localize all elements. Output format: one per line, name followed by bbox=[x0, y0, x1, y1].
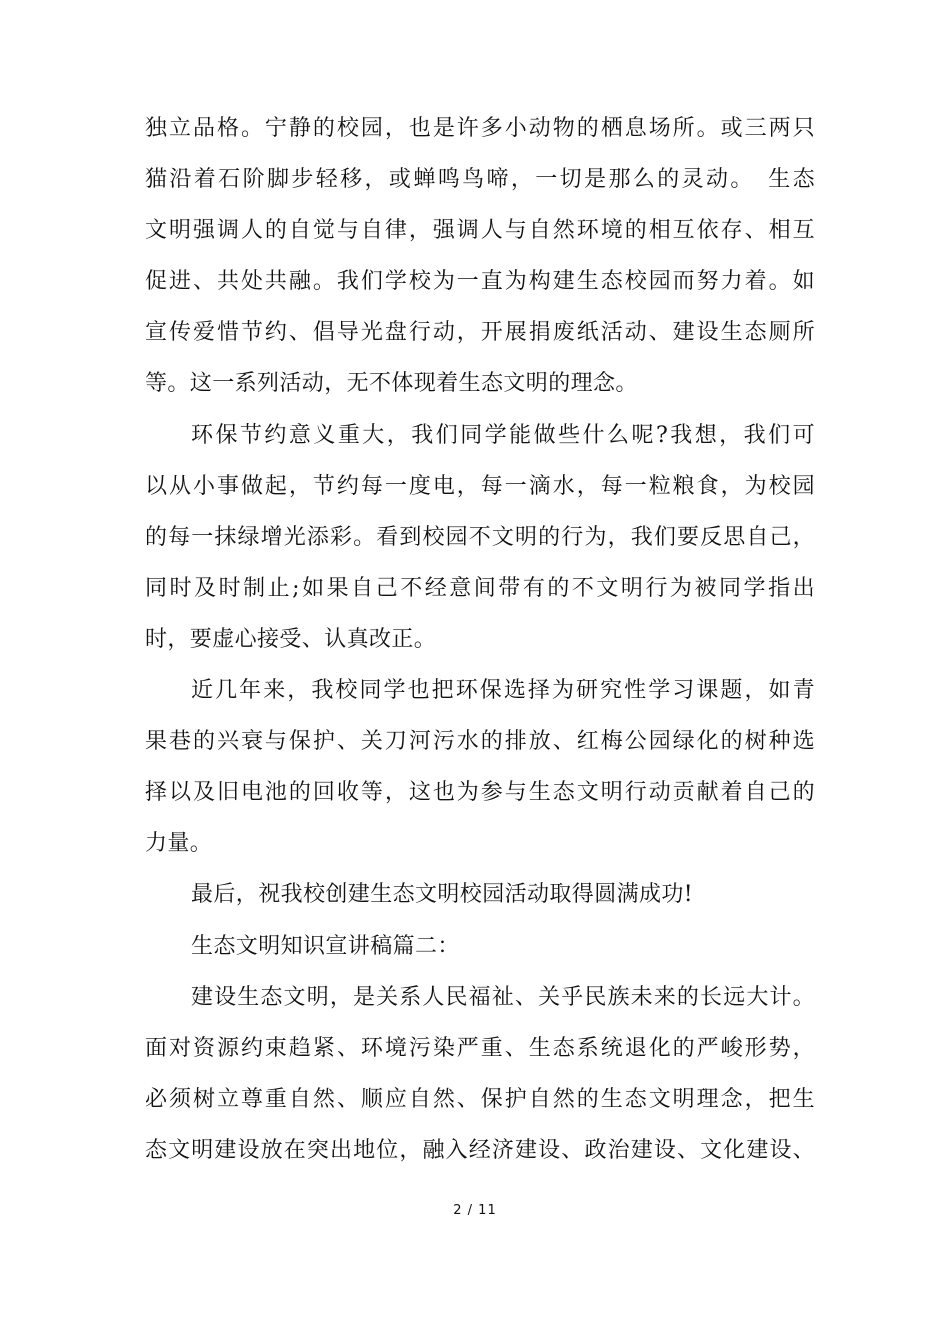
text-line: 同时及时制止;如果自己不经意间带有的不文明行为被同学指出 bbox=[145, 575, 815, 601]
text-line: 时，要虚心接受、认真改正。 bbox=[145, 626, 437, 652]
text-line: 以从小事做起，节约每一度电，每一滴水，每一粒粮食，为校园 bbox=[145, 473, 815, 499]
text-line: 文明强调人的自觉与自律，强调人与自然环境的相互依存、相互 bbox=[145, 218, 815, 244]
text-line: 猫沿着石阶脚步轻移，或蝉鸣鸟啼，一切是那么的灵动。 生态 bbox=[145, 167, 815, 193]
text-line: 择以及旧电池的回收等，这也为参与生态文明行动贡献着自己的 bbox=[145, 780, 815, 806]
paragraph-first-line: 近几年来，我校同学也把环保选择为研究性学习课题，如青 bbox=[191, 678, 815, 704]
page-number: 2 / 11 bbox=[453, 1203, 497, 1218]
paragraph-first-line: 环保节约意义重大，我们同学能做些什么呢?我想，我们可 bbox=[191, 422, 815, 448]
text-line: 力量。 bbox=[145, 831, 213, 857]
text-line: 必须树立尊重自然、顺应自然、保护自然的生态文明理念，把生 bbox=[145, 1086, 815, 1112]
section-heading: 生态文明知识宣讲稿篇二： bbox=[191, 933, 460, 959]
text-line: 促进、共处共融。我们学校为一直为构建生态校园而努力着。如 bbox=[145, 269, 815, 295]
text-line: 的每一抹绿增光添彩。看到校园不文明的行为，我们要反思自己， bbox=[145, 524, 815, 550]
paragraph-first-line: 最后，祝我校创建生态文明校园活动取得圆满成功! bbox=[191, 882, 694, 908]
text-line: 面对资源约束趋紧、环境污染严重、生态系统退化的严峻形势， bbox=[145, 1035, 815, 1061]
document-body bbox=[145, 103, 815, 1176]
paragraph-first-line: 建设生态文明，是关系人民福祉、关乎民族未来的长远大计。 bbox=[191, 984, 815, 1010]
text-line: 等。这一系列活动，无不体现着生态文明的理念。 bbox=[145, 371, 638, 397]
text-line: 独立品格。宁静的校园，也是许多小动物的栖息场所。或三两只 bbox=[145, 116, 815, 141]
text-line: 态文明建设放在突出地位，融入经济建设、政治建设、文化建设、 bbox=[145, 1137, 815, 1163]
text-line: 果巷的兴衰与保护、关刀河污水的排放、红梅公园绿化的树种选 bbox=[145, 729, 815, 755]
text-line: 宣传爱惜节约、倡导光盘行动，开展捐废纸活动、建设生态厕所 bbox=[145, 320, 815, 346]
